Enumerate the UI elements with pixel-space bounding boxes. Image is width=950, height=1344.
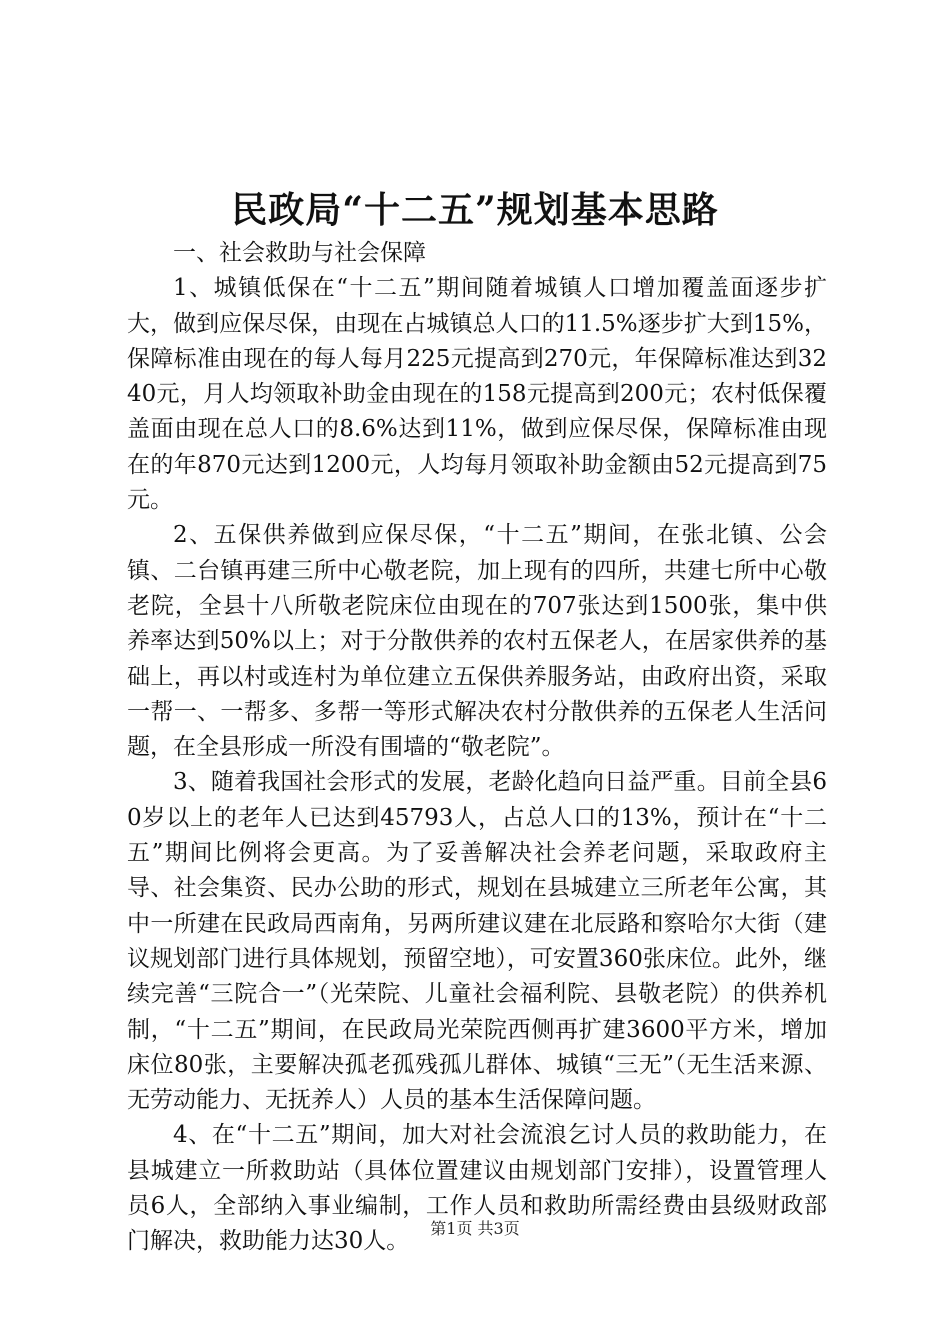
section-heading: 一、社会救助与社会保障 [173, 240, 426, 266]
paragraph-1: 1、城镇低保在“十二五”期间随着城镇人口增加覆盖面逐步扩大，做到应保尽保，由现在占城镇总人口的11.5%逐步扩大到15%，保障标准由现在的每人每月225元提高到270元，年保障标准达到3240元，月人均领取补助金由现在的158元提高到200元；农村低保覆盖面由现在总人口的8.6%达到11%，做到应保尽保，保障标准由现在的年870元达到1200元，人均每月领取补助金额由52元提高到75元。 [127, 275, 827, 514]
paragraph-4: 4、在“十二五”期间，加大对社会流浪乞讨人员的救助能力，在县城建立一所救助站（具体位置建议由规划部门安排），设置管理人员6人，全部纳入事业编制，工作人员和救助所需经费由县级财政部门解决，救助能力达30人。 [127, 1122, 827, 1255]
page-number-footer: 第1页 共3页 [430, 1219, 520, 1238]
document-title: 民政局“十二五”规划基本思路 [231, 189, 719, 231]
paragraph-2: 2、五保供养做到应保尽保，“十二五”期间，在张北镇、公会镇、二台镇再建三所中心敬老院，加上现有的四所，共建七所中心敬老院，全县十八所敬老院床位由现在的707张达到1500张，集中供养率达到50%以上；对于分散供养的农村五保老人，在居家供养的基础上，再以村或连村为单位建立五保供养服务站，由政府出资，采取一帮一、一帮多、多帮一等形式解决农村分散供养的五保老人生活问题，在全县形成一所没有围墙的“敬老院”。 [127, 522, 827, 761]
document-body [127, 236, 827, 1260]
paragraph-3: 3、随着我国社会形式的发展，老龄化趋向日益严重。目前全县60岁以上的老年人已达到45793人，占总人口的13%，预计在“十二五”期间比例将会更高。为了妥善解决社会养老问题，采取政府主导、社会集资、民办公助的形式，规划在县城建立三所老年公寓，其中一所建在民政局西南角，另两所建议建在北辰路和察哈尔大街（建议规划部门进行具体规划，预留空地），可安置360张床位。此外，继续完善“三院合一”（光荣院、儿童社会福利院、县敬老院）的供养机制，“十二五”期间，在民政局光荣院西侧再扩建3600平方米，增加床位80张，主要解决孤老孤残孤儿群体、城镇“三无”（无生活来源、无劳动能力、无抚养人）人员的基本生活保障问题。 [127, 769, 827, 1114]
